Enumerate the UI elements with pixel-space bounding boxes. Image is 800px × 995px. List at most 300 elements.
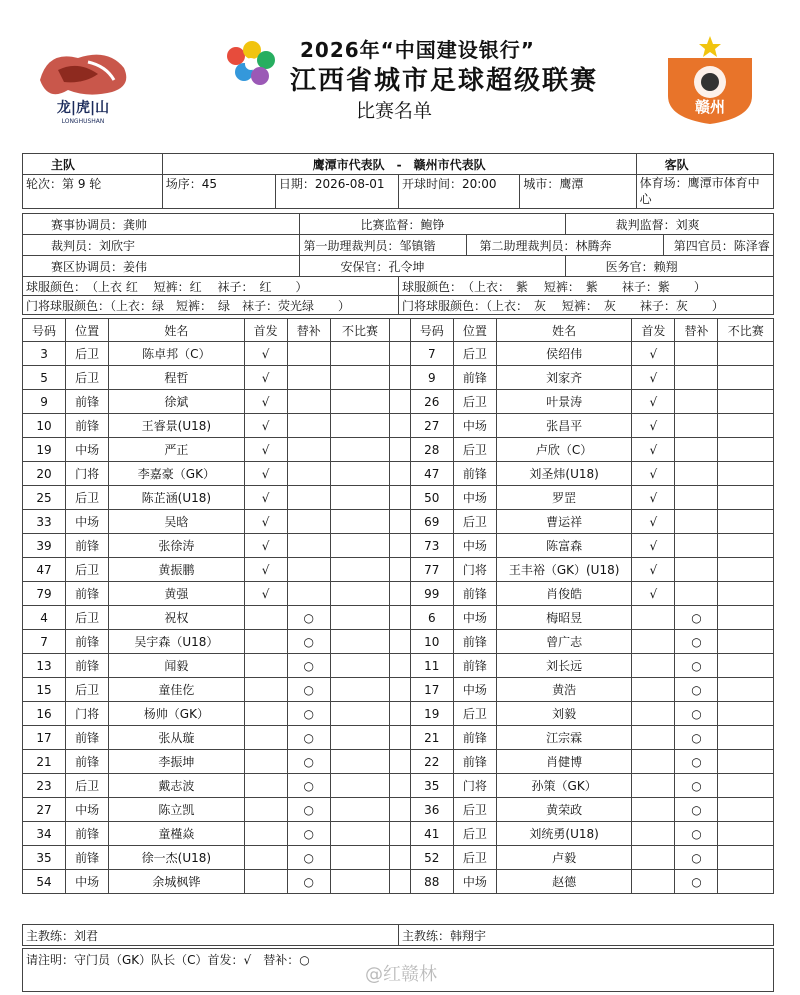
home-player-starter	[244, 750, 287, 774]
league-logo	[222, 38, 280, 90]
away-player-starter: √	[632, 438, 675, 462]
home-player-starter: √	[244, 510, 287, 534]
home-player-sub: ○	[287, 630, 330, 654]
column-divider	[390, 438, 411, 462]
match-date: 日期：2026-08-01	[275, 175, 398, 209]
away-player-position: 后卫	[453, 822, 496, 846]
home-player-sub	[287, 582, 330, 606]
home-player-number: 27	[23, 798, 66, 822]
players-table	[22, 318, 774, 894]
away-player-not-playing	[718, 510, 774, 534]
venue: 体育场：鹰潭市体育中心	[636, 175, 773, 209]
table-row	[23, 678, 774, 702]
home-player-starter	[244, 726, 287, 750]
away-player-number: 6	[410, 606, 453, 630]
home-player-starter	[244, 654, 287, 678]
away-player-not-playing	[718, 438, 774, 462]
away-player-number: 73	[410, 534, 453, 558]
home-player-position: 中场	[66, 438, 109, 462]
home-player-sub: ○	[287, 870, 330, 894]
home-player-number: 7	[23, 630, 66, 654]
away-player-not-playing	[718, 486, 774, 510]
away-player-starter	[632, 678, 675, 702]
away-player-sub	[675, 582, 718, 606]
home-player-position: 前锋	[66, 846, 109, 870]
home-player-not-playing	[330, 654, 390, 678]
away-player-position: 中场	[453, 414, 496, 438]
table-row	[23, 438, 774, 462]
home-player-not-playing	[330, 870, 390, 894]
match-supervisor: 比赛监督：鲍铮	[300, 214, 565, 235]
away-column-header: 不比赛	[718, 319, 774, 342]
home-player-starter	[244, 774, 287, 798]
away-player-name: 曹运祥	[496, 510, 631, 534]
home-player-starter	[244, 606, 287, 630]
home-column-header: 号码	[23, 319, 66, 342]
away-player-sub	[675, 366, 718, 390]
table-row	[23, 534, 774, 558]
match-number: 场序：45	[162, 175, 275, 209]
home-player-not-playing	[330, 846, 390, 870]
away-player-position: 前锋	[453, 630, 496, 654]
away-column-header: 首发	[632, 319, 675, 342]
home-player-starter: √	[244, 582, 287, 606]
away-player-not-playing	[718, 390, 774, 414]
assistant-referee-1: 第一助理裁判员：邹镇锴	[300, 235, 467, 256]
away-player-number: 35	[410, 774, 453, 798]
table-row	[23, 366, 774, 390]
home-player-not-playing	[330, 678, 390, 702]
away-player-position: 后卫	[453, 846, 496, 870]
away-player-name: 叶景涛	[496, 390, 631, 414]
home-player-sub: ○	[287, 678, 330, 702]
column-divider	[390, 486, 411, 510]
home-player-position: 前锋	[66, 726, 109, 750]
away-player-sub	[675, 390, 718, 414]
home-player-name: 李振坤	[109, 750, 244, 774]
home-player-number: 15	[23, 678, 66, 702]
away-player-name: 梅昭昱	[496, 606, 631, 630]
home-player-sub	[287, 534, 330, 558]
away-player-sub: ○	[675, 774, 718, 798]
round: 轮次：第 9 轮	[23, 175, 163, 209]
home-player-starter	[244, 870, 287, 894]
home-player-name: 程哲	[109, 366, 244, 390]
column-divider	[390, 702, 411, 726]
home-player-not-playing	[330, 606, 390, 630]
home-player-name: 徐斌	[109, 390, 244, 414]
players-header-row	[23, 319, 774, 342]
away-player-position: 门将	[453, 774, 496, 798]
away-player-name: 王丰裕（GK）(U18)	[496, 558, 631, 582]
away-player-sub: ○	[675, 870, 718, 894]
away-player-name: 孙策（GK）	[496, 774, 631, 798]
home-player-starter: √	[244, 534, 287, 558]
away-player-position: 后卫	[453, 798, 496, 822]
away-player-position: 前锋	[453, 750, 496, 774]
home-player-number: 5	[23, 366, 66, 390]
coaches-table	[22, 924, 774, 946]
away-player-sub	[675, 414, 718, 438]
table-row	[23, 726, 774, 750]
home-player-starter	[244, 798, 287, 822]
home-player-sub: ○	[287, 654, 330, 678]
city: 城市：鹰潭	[520, 175, 636, 209]
home-player-not-playing	[330, 342, 390, 366]
home-player-position: 中场	[66, 798, 109, 822]
away-player-not-playing	[718, 630, 774, 654]
away-player-position: 前锋	[453, 366, 496, 390]
away-player-starter: √	[632, 342, 675, 366]
away-player-position: 前锋	[453, 654, 496, 678]
home-player-not-playing	[330, 774, 390, 798]
away-player-starter	[632, 630, 675, 654]
away-player-position: 后卫	[453, 702, 496, 726]
column-divider	[390, 342, 411, 366]
home-player-not-playing	[330, 702, 390, 726]
away-player-position: 后卫	[453, 390, 496, 414]
away-player-starter: √	[632, 510, 675, 534]
longhushan-logo	[28, 40, 138, 126]
home-coach: 主教练：刘君	[23, 925, 399, 946]
away-player-not-playing	[718, 558, 774, 582]
column-divider	[390, 798, 411, 822]
home-player-name: 张从璇	[109, 726, 244, 750]
home-player-not-playing	[330, 390, 390, 414]
away-player-starter	[632, 750, 675, 774]
away-player-not-playing	[718, 750, 774, 774]
away-player-position: 后卫	[453, 342, 496, 366]
home-player-number: 47	[23, 558, 66, 582]
away-player-not-playing	[718, 702, 774, 726]
away-player-sub: ○	[675, 846, 718, 870]
away-player-number: 27	[410, 414, 453, 438]
away-player-sub: ○	[675, 702, 718, 726]
home-player-name: 陈卓邦（C）	[109, 342, 244, 366]
page-title: 比赛名单	[356, 100, 433, 122]
title-sponsor: 2026年“中国建设银行”	[300, 38, 535, 62]
away-player-not-playing	[718, 462, 774, 486]
away-player-not-playing	[718, 774, 774, 798]
home-player-number: 79	[23, 582, 66, 606]
away-player-name: 卢毅	[496, 846, 631, 870]
home-player-name: 童槿焱	[109, 822, 244, 846]
legend-note: 请注明：守门员（GK）队长（C）首发：√ 替补：○	[23, 949, 774, 992]
away-player-name: 江宗霖	[496, 726, 631, 750]
home-player-starter: √	[244, 486, 287, 510]
kit-colors-table	[22, 276, 774, 315]
table-row	[23, 390, 774, 414]
home-player-starter	[244, 630, 287, 654]
home-column-header: 不比赛	[330, 319, 390, 342]
home-player-position: 后卫	[66, 774, 109, 798]
home-player-name: 徐一杰(U18)	[109, 846, 244, 870]
away-player-number: 77	[410, 558, 453, 582]
away-player-number: 11	[410, 654, 453, 678]
away-player-sub	[675, 342, 718, 366]
event-coordinator: 赛事协调员：龚帅	[23, 214, 300, 235]
match-info-table	[22, 153, 774, 209]
away-player-starter	[632, 870, 675, 894]
away-column-header: 位置	[453, 319, 496, 342]
table-row	[23, 702, 774, 726]
away-player-starter	[632, 606, 675, 630]
home-player-name: 严正	[109, 438, 244, 462]
away-player-starter: √	[632, 390, 675, 414]
home-column-header: 位置	[66, 319, 109, 342]
column-divider	[390, 462, 411, 486]
away-player-number: 41	[410, 822, 453, 846]
home-player-not-playing	[330, 822, 390, 846]
away-player-sub	[675, 462, 718, 486]
home-player-sub	[287, 510, 330, 534]
away-player-not-playing	[718, 414, 774, 438]
officials-table	[22, 213, 774, 277]
away-player-sub: ○	[675, 654, 718, 678]
away-player-sub: ○	[675, 822, 718, 846]
home-kit: 球服颜色： （上衣 红 短裤：红 袜子： 红 ）	[23, 277, 399, 296]
away-player-not-playing	[718, 582, 774, 606]
home-column-header: 姓名	[109, 319, 244, 342]
table-row	[23, 462, 774, 486]
home-column-header: 替补	[287, 319, 330, 342]
away-column-header: 替补	[675, 319, 718, 342]
away-player-name: 肖健博	[496, 750, 631, 774]
away-player-sub	[675, 558, 718, 582]
home-player-position: 前锋	[66, 654, 109, 678]
away-player-number: 10	[410, 630, 453, 654]
away-player-position: 后卫	[453, 438, 496, 462]
away-player-name: 陈富森	[496, 534, 631, 558]
security-officer: 安保官：孔令坤	[300, 256, 565, 277]
home-player-position: 前锋	[66, 582, 109, 606]
away-player-number: 17	[410, 678, 453, 702]
away-player-position: 中场	[453, 606, 496, 630]
away-player-position: 中场	[453, 534, 496, 558]
home-player-position: 门将	[66, 462, 109, 486]
home-player-number: 34	[23, 822, 66, 846]
home-player-position: 后卫	[66, 606, 109, 630]
away-player-starter: √	[632, 414, 675, 438]
column-divider	[390, 846, 411, 870]
away-player-name: 刘统勇(U18)	[496, 822, 631, 846]
home-player-sub: ○	[287, 750, 330, 774]
home-player-number: 21	[23, 750, 66, 774]
away-player-name: 肖俊皓	[496, 582, 631, 606]
home-player-sub	[287, 390, 330, 414]
home-player-sub	[287, 342, 330, 366]
away-player-name: 黄荣政	[496, 798, 631, 822]
home-player-position: 后卫	[66, 558, 109, 582]
referee-supervisor: 裁判监督：刘爽	[565, 214, 773, 235]
column-divider	[390, 726, 411, 750]
home-player-not-playing	[330, 726, 390, 750]
home-player-position: 前锋	[66, 750, 109, 774]
home-player-not-playing	[330, 750, 390, 774]
table-row	[23, 822, 774, 846]
away-player-name: 赵德	[496, 870, 631, 894]
home-player-not-playing	[330, 630, 390, 654]
column-divider	[390, 630, 411, 654]
column-divider	[390, 678, 411, 702]
away-player-number: 36	[410, 798, 453, 822]
table-row	[23, 774, 774, 798]
column-divider	[390, 534, 411, 558]
away-player-number: 7	[410, 342, 453, 366]
home-player-sub	[287, 438, 330, 462]
home-player-position: 后卫	[66, 486, 109, 510]
away-player-starter	[632, 774, 675, 798]
away-player-name: 卢欣（C）	[496, 438, 631, 462]
column-divider	[390, 654, 411, 678]
away-player-sub: ○	[675, 678, 718, 702]
home-player-not-playing	[330, 510, 390, 534]
zone-coordinator: 赛区协调员：姜伟	[23, 256, 300, 277]
home-player-position: 前锋	[66, 630, 109, 654]
home-player-sub: ○	[287, 702, 330, 726]
fourth-official: 第四官员：陈泽睿	[663, 235, 773, 256]
away-player-position: 前锋	[453, 726, 496, 750]
home-player-position: 前锋	[66, 534, 109, 558]
home-player-sub: ○	[287, 846, 330, 870]
home-player-position: 中场	[66, 510, 109, 534]
away-player-position: 中场	[453, 870, 496, 894]
home-player-name: 童佳仡	[109, 678, 244, 702]
table-row	[23, 630, 774, 654]
home-player-position: 前锋	[66, 390, 109, 414]
home-player-not-playing	[330, 798, 390, 822]
away-player-position: 中场	[453, 678, 496, 702]
away-player-starter: √	[632, 366, 675, 390]
away-player-not-playing	[718, 726, 774, 750]
home-player-name: 张徐涛	[109, 534, 244, 558]
away-player-name: 刘家齐	[496, 366, 631, 390]
column-divider	[390, 558, 411, 582]
away-player-name: 张昌平	[496, 414, 631, 438]
away-player-sub	[675, 486, 718, 510]
home-player-name: 黄振鹏	[109, 558, 244, 582]
home-player-number: 9	[23, 390, 66, 414]
away-player-position: 前锋	[453, 462, 496, 486]
column-divider	[390, 366, 411, 390]
away-player-position: 中场	[453, 486, 496, 510]
home-player-name: 吴晗	[109, 510, 244, 534]
home-player-name: 李嘉豪（GK）	[109, 462, 244, 486]
away-player-number: 50	[410, 486, 453, 510]
away-player-sub	[675, 510, 718, 534]
away-player-number: 26	[410, 390, 453, 414]
home-player-name: 杨帅（GK）	[109, 702, 244, 726]
home-player-name: 黄强	[109, 582, 244, 606]
home-label: 主队	[23, 154, 163, 175]
away-player-not-playing	[718, 870, 774, 894]
medical-officer: 医务官：赖翔	[565, 256, 773, 277]
away-player-not-playing	[718, 846, 774, 870]
away-player-not-playing	[718, 654, 774, 678]
away-player-not-playing	[718, 366, 774, 390]
home-player-starter	[244, 846, 287, 870]
home-player-number: 19	[23, 438, 66, 462]
home-player-starter	[244, 678, 287, 702]
home-gk-kit: 门将球服颜色：（上衣：绿 短裤： 绿 袜子：荧光绿 ）	[23, 296, 399, 315]
column-divider	[390, 822, 411, 846]
away-player-number: 99	[410, 582, 453, 606]
home-player-sub: ○	[287, 726, 330, 750]
column-divider	[390, 414, 411, 438]
home-player-name: 闻毅	[109, 654, 244, 678]
home-player-not-playing	[330, 558, 390, 582]
away-player-not-playing	[718, 822, 774, 846]
column-divider	[390, 606, 411, 630]
away-player-sub: ○	[675, 630, 718, 654]
home-player-number: 4	[23, 606, 66, 630]
away-player-sub	[675, 534, 718, 558]
away-player-name: 刘圣炜(U18)	[496, 462, 631, 486]
column-divider	[390, 510, 411, 534]
home-player-sub: ○	[287, 774, 330, 798]
table-row	[23, 654, 774, 678]
home-player-not-playing	[330, 366, 390, 390]
home-player-not-playing	[330, 462, 390, 486]
home-player-position: 后卫	[66, 366, 109, 390]
ganzhou-logo	[660, 34, 760, 126]
referee: 裁判员：刘欣宇	[23, 235, 300, 256]
svg-text:LONGHUSHAN: LONGHUSHAN	[61, 118, 105, 125]
table-row	[23, 870, 774, 894]
home-player-sub	[287, 462, 330, 486]
home-player-number: 23	[23, 774, 66, 798]
away-coach: 主教练：韩翔宇	[399, 925, 774, 946]
ganzhou-logo-text: 赣州	[694, 98, 726, 116]
table-row	[23, 846, 774, 870]
away-player-starter: √	[632, 534, 675, 558]
away-player-number: 22	[410, 750, 453, 774]
away-player-number: 9	[410, 366, 453, 390]
home-player-position: 后卫	[66, 678, 109, 702]
home-player-position: 中场	[66, 870, 109, 894]
away-kit: 球服颜色： （上衣： 紫 短裤： 紫 袜子：紫 ）	[399, 277, 774, 296]
home-player-number: 17	[23, 726, 66, 750]
away-player-starter: √	[632, 486, 675, 510]
away-player-number: 69	[410, 510, 453, 534]
away-label: 客队	[636, 154, 773, 175]
home-player-sub: ○	[287, 822, 330, 846]
away-player-not-playing	[718, 606, 774, 630]
away-player-starter	[632, 726, 675, 750]
home-player-number: 54	[23, 870, 66, 894]
away-player-number: 47	[410, 462, 453, 486]
away-player-number: 19	[410, 702, 453, 726]
column-divider	[390, 750, 411, 774]
kickoff-time: 开球时间：20:00	[398, 175, 519, 209]
away-gk-kit: 门将球服颜色：（上衣： 灰 短裤： 灰 袜子：灰 ）	[399, 296, 774, 315]
away-player-starter	[632, 822, 675, 846]
away-player-position: 前锋	[453, 582, 496, 606]
table-row	[23, 798, 774, 822]
home-player-position: 前锋	[66, 414, 109, 438]
table-row	[23, 486, 774, 510]
home-player-starter: √	[244, 558, 287, 582]
home-player-number: 35	[23, 846, 66, 870]
home-player-not-playing	[330, 438, 390, 462]
home-player-name: 王睿景(U18)	[109, 414, 244, 438]
home-player-starter: √	[244, 342, 287, 366]
away-player-not-playing	[718, 534, 774, 558]
match-teams: 鹰潭市代表队 - 赣州市代表队	[162, 154, 636, 175]
home-player-number: 10	[23, 414, 66, 438]
home-player-position: 门将	[66, 702, 109, 726]
table-row	[23, 750, 774, 774]
